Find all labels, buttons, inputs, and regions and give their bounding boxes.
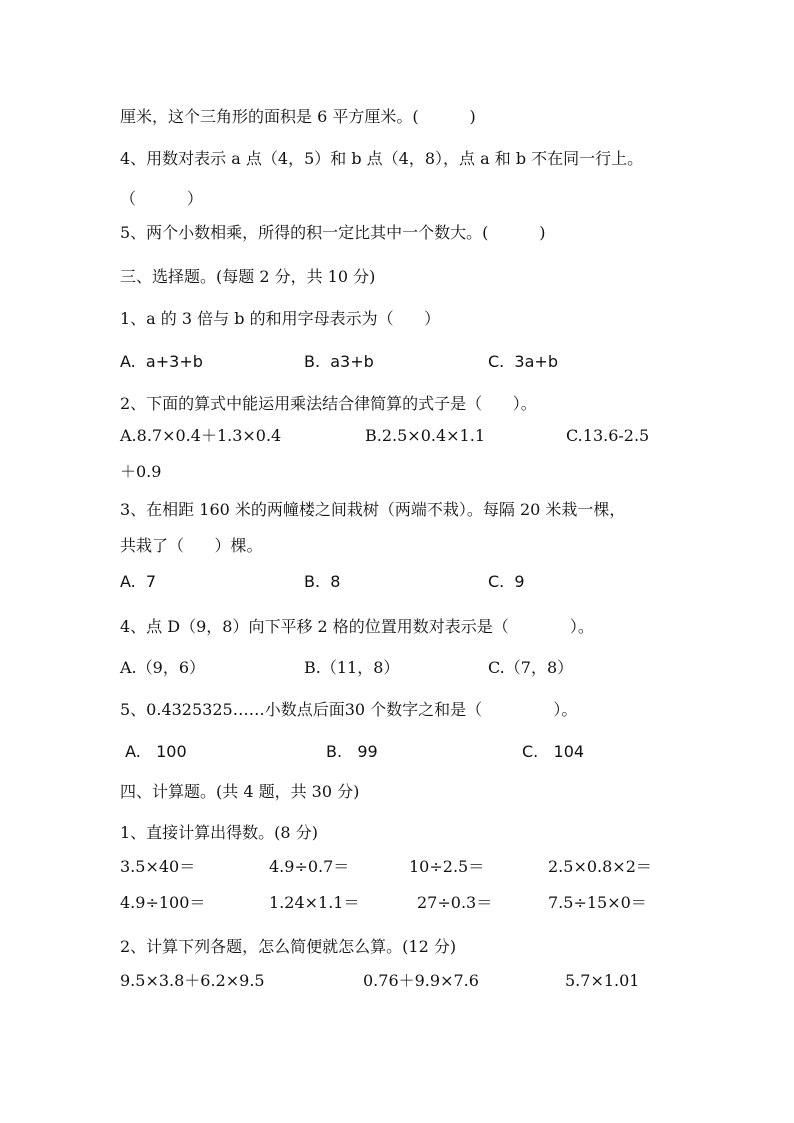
calc-item: 9.5×3.8＋6.2×9.5 xyxy=(120,971,265,990)
choice-q5-option-a: A. 100 xyxy=(120,742,187,761)
choice-q4-option-b: B.（11，8） xyxy=(304,658,400,677)
choice-q2-option-b: B.2.5×0.4×1.1 xyxy=(365,426,485,445)
choice-q1-stem: 1、a 的 3 倍与 b 的和用字母表示为（ ） xyxy=(120,309,441,328)
calc-item: 1.24×1.1＝ xyxy=(269,893,360,912)
calc-item: 0.76＋9.9×7.6 xyxy=(363,971,479,990)
choice-q5-stem: 5、0.4325325……小数点后面30 个数字之和是（ ）。 xyxy=(120,700,578,719)
choice-q2-option-a: A.8.7×0.4＋1.3×0.4 xyxy=(120,426,282,445)
judgement-q4-line1: 4、用数对表示 a 点（4，5）和 b 点（4，8），点 a 和 b 不在同一行上。 xyxy=(120,149,644,168)
choice-q3-stem-line2: 共栽了（ ）棵。 xyxy=(120,536,263,555)
choice-q4-stem: 4、点 D（9，8）向下平移 2 格的位置用数对表示是（ ）。 xyxy=(120,617,594,636)
choice-q5-option-c: C. 104 xyxy=(522,742,585,761)
judgement-q5: 5、两个小数相乘，所得的积一定比其中一个数大。( ) xyxy=(120,223,546,242)
choice-q4-option-c: C.（7，8） xyxy=(488,658,574,677)
calc-item: 2.5×0.8×2＝ xyxy=(548,857,652,876)
choice-q3-option-c: C. 9 xyxy=(488,572,525,591)
choice-q1-option-b: B. a3+b xyxy=(304,352,374,371)
choice-q2-stem: 2、下面的算式中能运用乘法结合律简算的式子是（ ）。 xyxy=(120,394,537,413)
calc-item: 7.5÷15×0＝ xyxy=(548,893,647,912)
choice-section-heading: 三、选择题。(每题 2 分，共 10 分) xyxy=(120,267,376,286)
choice-q3-stem-line1: 3、在相距 160 米的两幢楼之间栽树（两端不栽）。每隔 20 米栽一棵， xyxy=(120,500,626,519)
calc-item: 10÷2.5＝ xyxy=(409,857,485,876)
calc-item: 5.7×1.01 xyxy=(565,971,640,990)
choice-q2-option-c-wrap: ＋0.9 xyxy=(120,462,162,481)
choice-q4-option-a: A.（9，6） xyxy=(120,658,206,677)
calc-q2-stem: 2、计算下列各题，怎么简便就怎么算。(12 分) xyxy=(120,937,457,956)
choice-q3-option-b: B. 8 xyxy=(304,572,341,591)
choice-q1-option-c: C. 3a+b xyxy=(488,352,558,371)
calc-q2-row1 xyxy=(120,971,640,1051)
choice-q1-option-a: A. a+3+b xyxy=(120,352,203,371)
calc-section-heading: 四、计算题。(共 4 题，共 30 分) xyxy=(120,782,360,801)
judgement-q3-continuation: 厘米，这个三角形的面积是 6 平方厘米。( ) xyxy=(120,107,476,126)
calc-q1-stem: 1、直接计算出得数。(8 分) xyxy=(120,823,318,842)
choice-q5-option-b: B. 99 xyxy=(326,742,378,761)
choice-q2-option-c: C.13.6-2.5 xyxy=(566,426,650,445)
calc-item: 27÷0.3＝ xyxy=(417,893,493,912)
calc-item: 4.9÷100＝ xyxy=(120,893,206,912)
choice-q3-option-a: A. 7 xyxy=(120,572,157,591)
calc-item: 4.9÷0.7＝ xyxy=(269,857,350,876)
calc-item: 3.5×40＝ xyxy=(120,857,196,876)
judgement-q4-line2: （ ） xyxy=(120,189,203,208)
